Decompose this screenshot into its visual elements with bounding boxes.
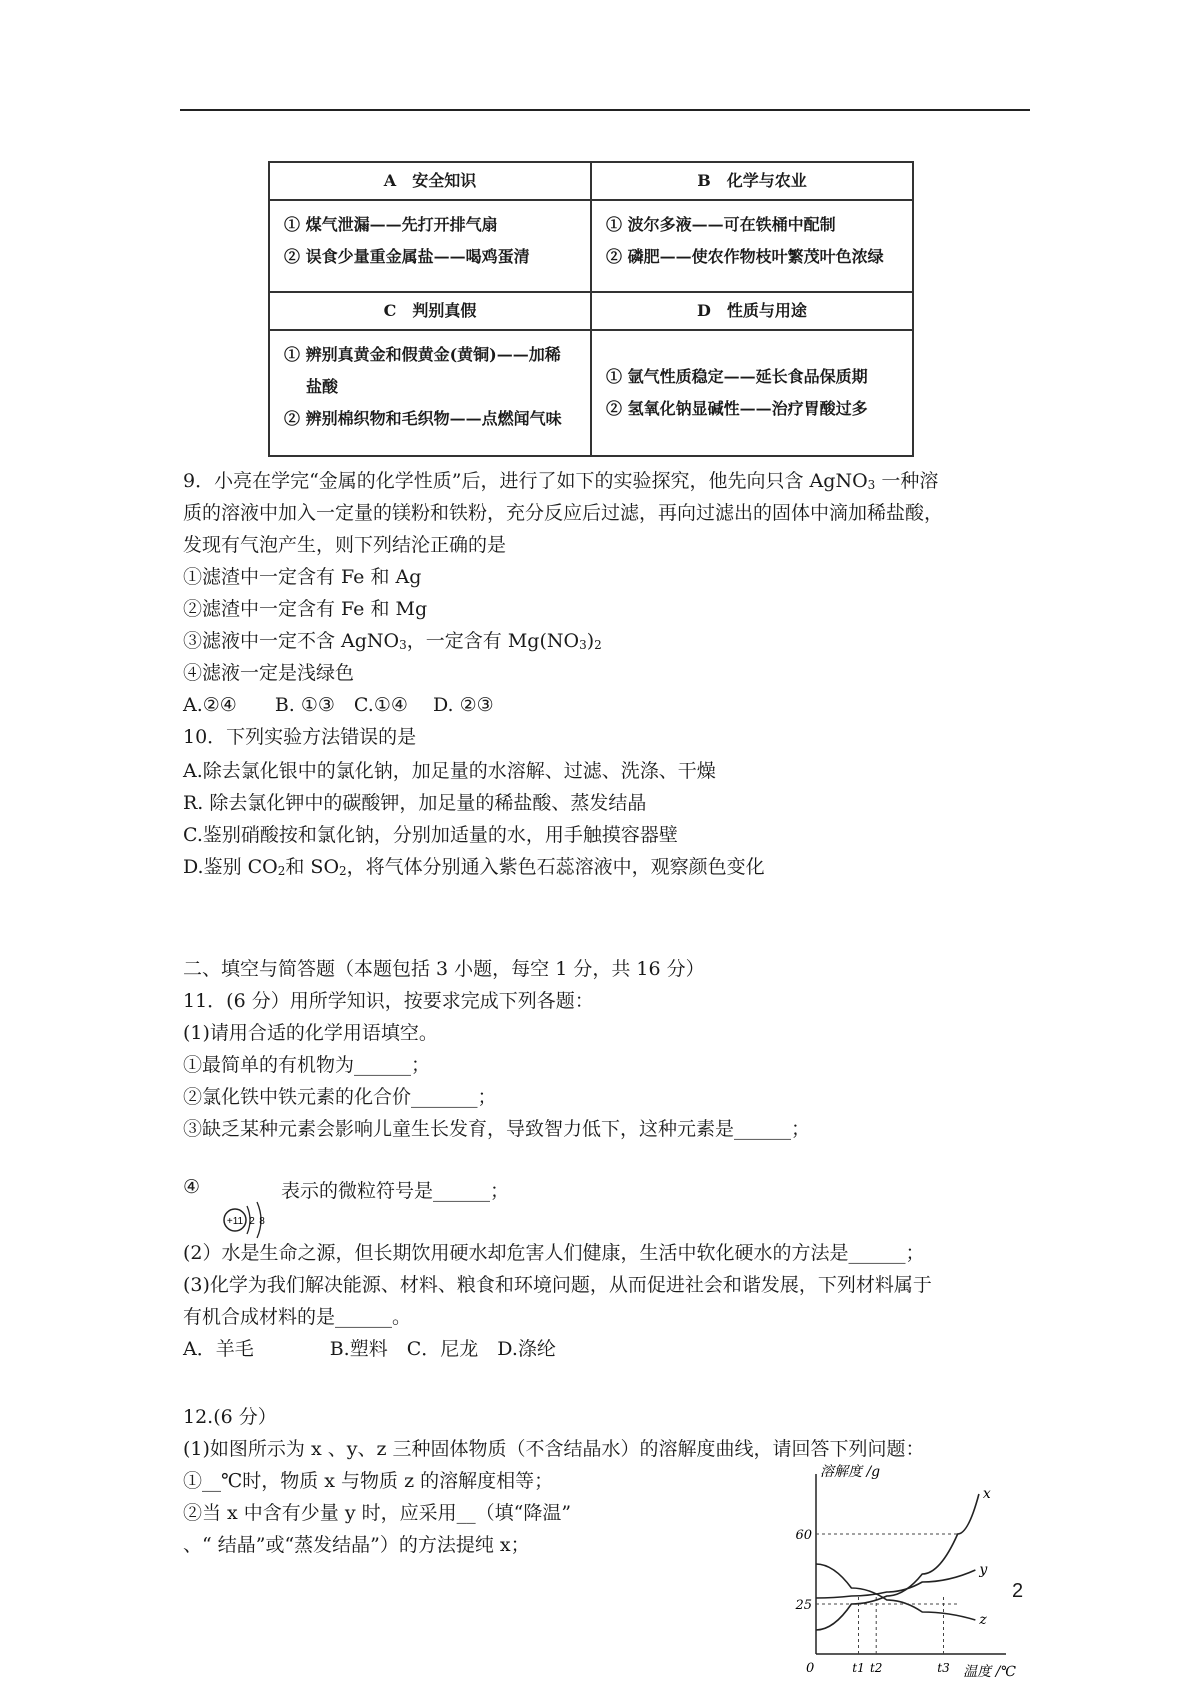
cell-c-title: C 判别真假 <box>383 301 477 320</box>
subscript: 3 <box>399 638 407 652</box>
q10-option-b: R. 除去氯化钾中的碳酸钾，加足量的稀盐酸、蒸发结晶 <box>183 792 647 814</box>
cell-a-item: ① 煤气泄漏——先打开排气扇 <box>284 215 498 234</box>
q9-statement-1: ①滤渣中一定含有 Fe 和 Ag <box>183 566 422 588</box>
section-heading: 二、填空与简答题（本题包括 3 小题，每空 1 分，共 16 分） <box>183 958 705 980</box>
q9-text: ③滤液中一定不含 AgNO <box>183 630 400 652</box>
cell-b-body <box>590 201 912 291</box>
series-y-label: y <box>979 1562 988 1578</box>
q9-options: A.②④ B. ①③ C.①④ D. ②③ <box>183 694 494 716</box>
q11-item-3: ③缺乏某种元素会影响儿童生长发育，导致智力低下，这种元素是______； <box>183 1118 811 1140</box>
series-x-line <box>816 1494 979 1630</box>
table-row <box>270 331 912 455</box>
q11-options: A．羊毛 B.塑料 C．尼龙 D.涤纶 <box>183 1338 556 1360</box>
q11-item-4-label: ④ <box>183 1176 201 1198</box>
cell-c-item: ① 辨别真黄金和假黄金(黄铜)——加稀 <box>284 345 561 364</box>
y-axis-label: 溶解度 /g <box>820 1464 881 1480</box>
cell-a-item: ② 误食少量重金属盐——喝鸡蛋清 <box>284 247 530 266</box>
header-rule <box>180 109 1030 111</box>
subscript: 2 <box>277 864 286 878</box>
q9-text: 9．小亮在学完“金属的化学性质”后，进行了如下的实验探究，他先向只含 AgNO <box>183 470 868 492</box>
q11-part-3: (3)化学为我们解决能源、材料、粮食和环境问题，从而促进社会和谐发展，下列材料属于 <box>183 1274 932 1296</box>
shell-2-electrons: 8 <box>259 1216 265 1227</box>
cell-b-item: ② 磷肥——使农作物枝叶繁茂叶色浓绿 <box>606 247 884 266</box>
subscript: 3 <box>867 478 876 492</box>
q12-part-1: (1)如图所示为 x 、y、z 三种固体物质（不含结晶水）的溶解度曲线，请回答下列问题： <box>183 1438 925 1460</box>
q10-option-d <box>183 852 765 879</box>
q9-line-3: 发现有气泡产生，则下列结沦正确的是 <box>183 534 507 556</box>
page-number: 2 <box>1012 1580 1024 1602</box>
nucleus-charge: +11 <box>226 1216 244 1227</box>
cell-d-title: D 性质与用途 <box>590 293 912 329</box>
series-z-label: z <box>979 1612 987 1628</box>
subscript: 2 <box>594 638 602 652</box>
atom-structure-diagram <box>221 1196 281 1244</box>
q9-statement-2: ②滤渣中一定含有 Fe 和 Mg <box>183 598 428 620</box>
q9-statement-4: ④滤液一定是浅绿色 <box>183 662 355 684</box>
y-tick-label: 25 <box>795 1598 812 1613</box>
cell-c-item: ② 辨别棉织物和毛织物——点燃闻气味 <box>284 409 562 428</box>
x-tick-label: t1 <box>852 1661 865 1675</box>
q9-text: ) <box>586 630 595 652</box>
cell-a-body <box>270 201 590 291</box>
x-tick-label: t3 <box>937 1661 950 1675</box>
cell-b-item: ① 波尔多液——可在铁桶中配制 <box>606 215 836 234</box>
series-x-label: x <box>982 1486 991 1502</box>
table-header-row <box>270 163 912 201</box>
q10-text: ，将气体分别通入紫色石蕊溶液中，观察颜色变化 <box>346 856 765 878</box>
q11-item-2: ②氯化铁中铁元素的化合价_______； <box>183 1086 497 1108</box>
subscript: 2 <box>339 864 347 878</box>
y-tick-label: 60 <box>795 1528 812 1543</box>
q11-item-1: ①最简单的有机物为______； <box>183 1054 431 1076</box>
cell-c-item: 盐酸 <box>306 377 339 396</box>
q10-stem: 10．下列实验方法错误的是 <box>183 726 417 748</box>
x-tick-label: t2 <box>869 1661 883 1675</box>
x-axis-label: 温度 /℃ <box>963 1664 1016 1680</box>
q12-item-1: ①__℃时，物质 x 与物质 z 的溶解度相等； <box>183 1470 554 1492</box>
q12-item-2: ②当 x 中含有少量 y 时，应采用__（填“降温” <box>183 1502 572 1524</box>
q9-line-1 <box>183 466 938 493</box>
q11-part-1: (1)请用合适的化学用语填空。 <box>183 1022 438 1044</box>
q12-stem: 12.(6 分） <box>183 1406 277 1428</box>
q9-text: 一种溶 <box>875 470 939 492</box>
cell-d-item: ② 氢氧化钠显碱性——治疗胃酸过多 <box>606 399 868 418</box>
q10-text: D.鉴别 CO <box>183 856 278 878</box>
cell-d-item: ① 氩气性质稳定——延长食品保质期 <box>606 367 868 386</box>
cell-c-body <box>270 331 590 455</box>
q9-statement-3 <box>183 626 602 653</box>
q10-option-a: A.除去氯化银中的氯化钠，加足量的水溶解、过滤、洗涤、干燥 <box>183 760 716 782</box>
q10-option-c: C.鉴别硝酸按和氯化钠，分别加适量的水，用手触摸容器壁 <box>183 824 678 846</box>
shell-1-electrons: 2 <box>249 1216 255 1227</box>
q11-part-2: (2）水是生命之源，但长期饮用硬水却危害人们健康，生活中软化硬水的方法是______； <box>183 1242 925 1264</box>
solubility-chart <box>790 1462 1020 1682</box>
subscript: 3 <box>579 638 587 652</box>
table-header-row <box>270 293 912 331</box>
cell-a-title: A 安全知识 <box>383 171 477 190</box>
q12-item-2-cont: 、“ 结晶”或“蒸发结晶”）的方法提纯 x； <box>183 1534 530 1556</box>
q9-line-2: 质的溶液中加入一定量的镁粉和铁粉，充分反应后过滤，再向过滤出的固体中滴加稀盐酸， <box>183 502 944 524</box>
table-row <box>270 201 912 293</box>
q11-item-4-text: 表示的微粒符号是______； <box>281 1180 510 1202</box>
knowledge-table <box>268 161 914 457</box>
q9-text: ，一定含有 Mg(NO <box>406 630 580 652</box>
cell-d-body <box>590 331 912 455</box>
q10-text: 和 SO <box>285 856 340 878</box>
q11-stem: 11．(6 分）用所学知识，按要求完成下列各题： <box>183 990 594 1012</box>
q11-part-3-cont: 有机合成材料的是______。 <box>183 1306 412 1328</box>
cell-b-title: B 化学与农业 <box>590 163 912 199</box>
origin-label: 0 <box>806 1661 815 1676</box>
